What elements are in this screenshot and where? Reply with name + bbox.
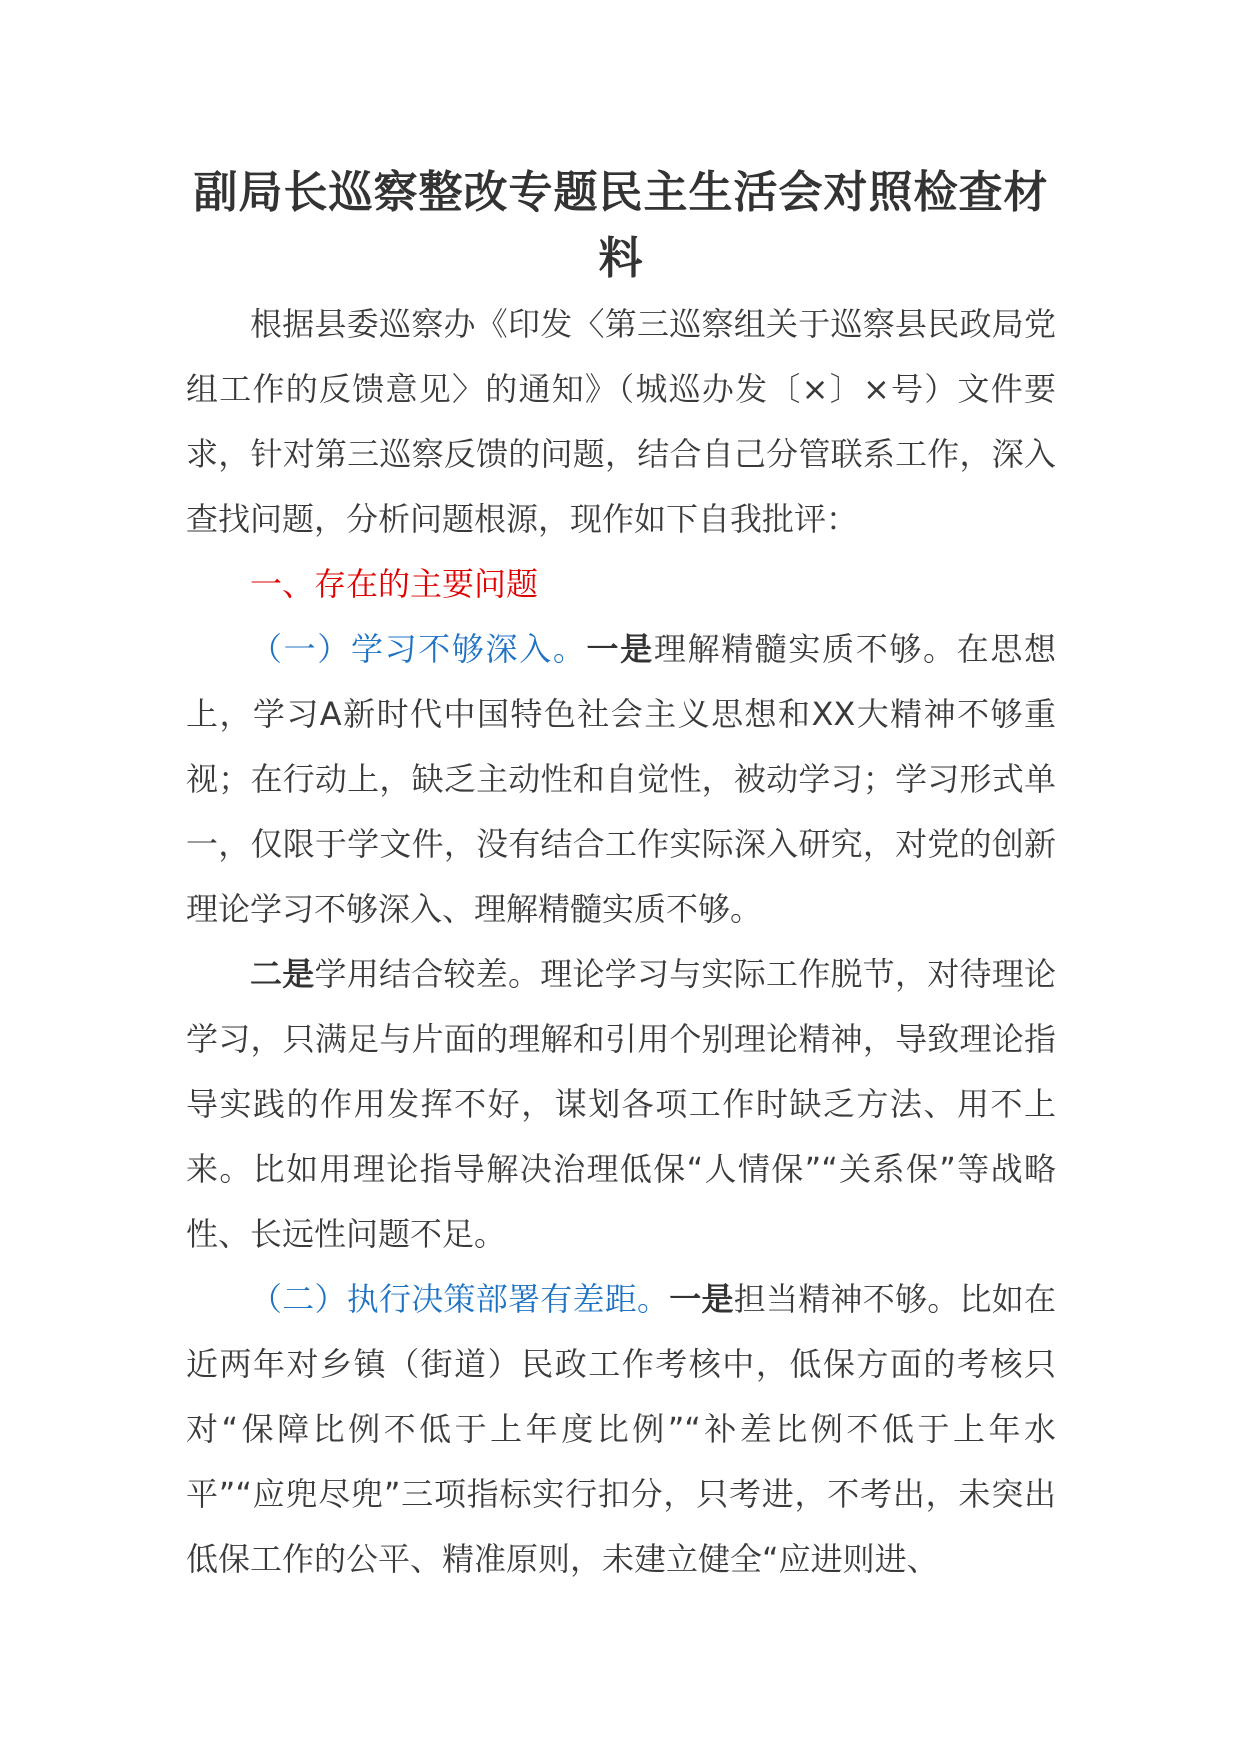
section-heading: 一、存在的主要问题 [250,565,539,603]
intro-paragraph: 根据县委巡察办《印发〈第三巡察组关于巡察县民政局党组工作的反馈意见〉的通知》（城巡办发〔×〕×号）文件要求，针对第三巡察反馈的问题，结合自己分管联系工作，深入查找问题，分析问题根源，现作如下自我批评： [186,305,1056,538]
item2-paragraph1 [186,1267,1056,1592]
item1-lead1: 一是 [586,630,654,668]
item1-text1: 理解精髓实质不够。在思想上，学习A新时代中国特色社会主义思想和XX大精神不够重视；在行动上，缺乏主动性和自觉性，被动学习；学习形式单一，仅限于学文件，没有结合工作实际深入研究，对党的创新理论学习不够深入、理解精髓实质不够。 [186,630,1056,928]
item2-text1: 担当精神不够。比如在近两年对乡镇（街道）民政工作考核中，低保方面的考核只对“保障比例不低于上年度比例”“补差比例不低于上年水平”“应兜尽兜”三项指标实行扣分，只考进，不考出，未突出低保工作的公平、精准原则，未建立健全“应进则进、 [186,1280,1056,1578]
document-page [186,160,1056,1592]
item1-paragraph2 [186,942,1056,1267]
item1-text2: 学用结合较差。理论学习与实际工作脱节，对待理论学习，只满足与片面的理解和引用个别理论精神，导致理论指导实践的作用发挥不好，谋划各项工作时缺乏方法、用不上来。比如用理论指导解决治理低保“人情保”“关系保”等战略性、长远性问题不足。 [186,955,1056,1253]
item2-lead1: 一是 [669,1280,734,1318]
item2-subheading: （二）执行决策部署有差距。 [250,1280,670,1318]
document-title: 副局长巡察整改专题民主生活会对照检查材料 [193,167,1049,284]
item1-paragraph1 [186,617,1056,942]
item1-lead2: 二是 [250,955,315,993]
item1-subheading: （一）学习不够深入。 [250,630,587,668]
